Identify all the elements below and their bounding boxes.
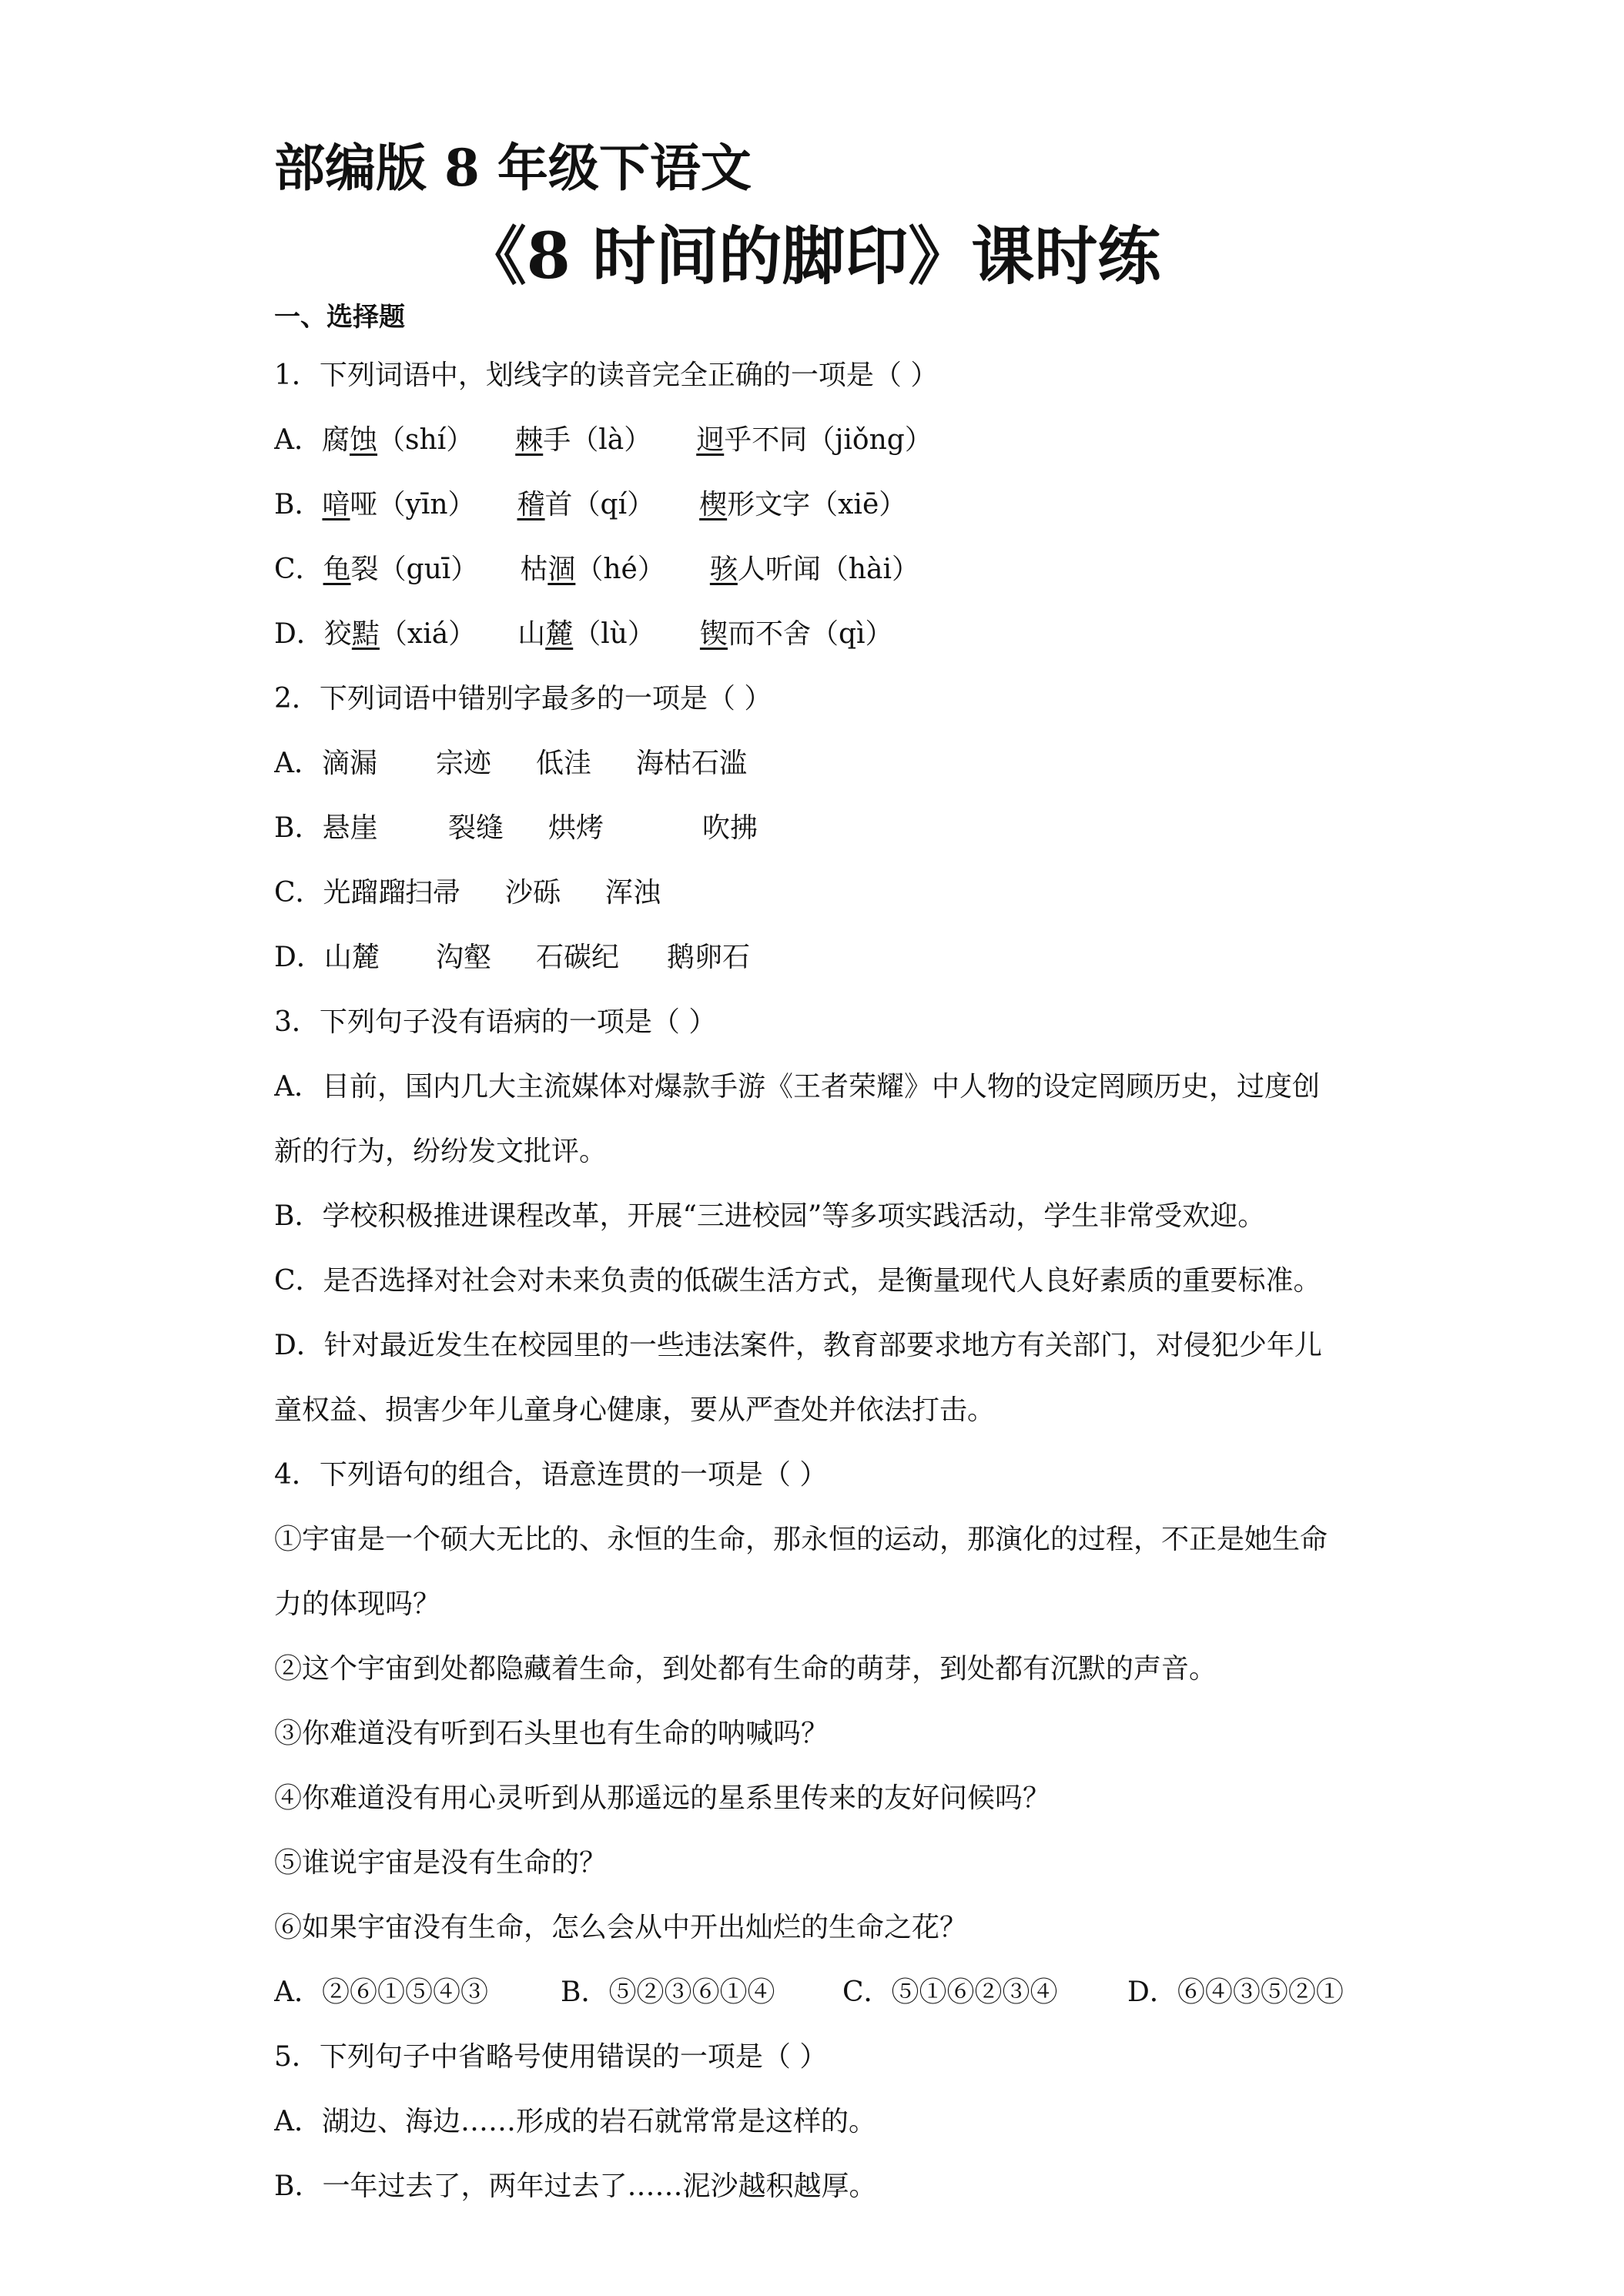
q3-option-d-line1: D．针对最近发生在校园里的一些违法案件，教育部要求地方有关部门，对侵犯少年儿 <box>274 1330 1322 1361</box>
q4-sentence-1-line1: ①宇宙是一个硕大无比的、永恒的生命，那永恒的运动，那演化的过程，不正是她生命 <box>274 1524 1328 1555</box>
q4-sentence-6: ⑥如果宇宙没有生命，怎么会从中开出灿烂的生命之花？ <box>274 1912 968 1943</box>
q1-option-c: C．龟裂（guī） 枯涸（hé） 骇人听闻（hài） <box>274 554 920 585</box>
document-title: 《8 时间的脚印》课时练 <box>463 219 1161 293</box>
q3-option-c: C．是否选择对社会对未来负责的低碳生活方式，是衡量现代人良好素质的重要标准。 <box>274 1265 1321 1297</box>
q4-option-a: A．②⑥①⑤④③ <box>274 1976 488 2008</box>
q3-option-b: B．学校积极推进课程改革，开展“三进校园”等多项实践活动，学生非常受欢迎。 <box>274 1200 1266 1232</box>
q4-sentence-2: ②这个宇宙到处都隐藏着生命，到处都有生命的萌芽，到处都有沉默的声音。 <box>274 1653 1217 1685</box>
q2-option-d: D．山麓 沟壑 石碳纪 鹅卵石 <box>274 942 751 973</box>
q1-option-d: D．狡黠（xiá） 山麓（lù） 锲而不舍（qì） <box>274 618 893 650</box>
q2-option-c: C．光蹓蹓扫帚 沙砾 浑浊 <box>274 877 661 909</box>
q4-option-b: B．⑤②③⑥①④ <box>561 1976 775 2008</box>
q5-option-a: A．湖边、海边……形成的岩石就常常是这样的。 <box>274 2106 876 2137</box>
q4-stem: 4．下列语句的组合，语意连贯的一项是（ ） <box>274 1459 828 1491</box>
q3-option-d-line2: 童权益、损害少年儿童身心健康，要从严查处并依法打击。 <box>274 1394 996 1426</box>
q4-sentence-1-line2: 力的体现吗？ <box>274 1588 441 1620</box>
q2-option-b: B．悬崖 裂缝 烘烤 吹拂 <box>274 812 758 844</box>
q3-stem: 3．下列句子没有语病的一项是（ ） <box>274 1006 717 1038</box>
q3-option-a-line2: 新的行为，纷纷发文批评。 <box>274 1136 608 1167</box>
q4-sentence-3: ③你难道没有听到石头里也有生命的呐喊吗？ <box>274 1718 829 1749</box>
q4-options <box>274 1960 1368 2025</box>
q4-sentence-5: ⑤谁说宇宙是没有生命的？ <box>274 1847 608 1879</box>
q1-option-b: B．喑哑（yīn） 稽首（qí） 楔形文字（xiē） <box>274 489 907 520</box>
q3-option-a-line1: A．目前，国内几大主流媒体对爆款手游《王者荣耀》中人物的设定罔顾历史，过度创 <box>274 1071 1320 1103</box>
section-heading: 一、选择题 <box>274 302 405 333</box>
q4-sentence-4: ④你难道没有用心灵听到从那遥远的星系里传来的友好问候吗？ <box>274 1782 1051 1814</box>
q1-stem: 1．下列词语中，划线字的读音完全正确的一项是（ ） <box>274 360 939 391</box>
q4-option-d: D．⑥④③⑤②① <box>1127 1976 1344 2008</box>
q5-option-b: B．一年过去了，两年过去了……泥沙越积越厚。 <box>274 2170 877 2202</box>
document-subtitle: 部编版 8 年级下语文 <box>274 138 752 198</box>
q1-option-a: A．腐蚀（shí） 棘手（là） 迥乎不同（jiǒng） <box>274 424 933 456</box>
q2-option-a: A．滴漏 宗迹 低洼 海枯石滥 <box>274 748 748 779</box>
q5-stem: 5．下列句子中省略号使用错误的一项是（ ） <box>274 2041 828 2073</box>
question-list <box>274 343 1368 2219</box>
q4-option-c: C．⑤①⑥②③④ <box>842 1976 1058 2008</box>
q2-stem: 2．下列词语中错别字最多的一项是（ ） <box>274 683 772 715</box>
